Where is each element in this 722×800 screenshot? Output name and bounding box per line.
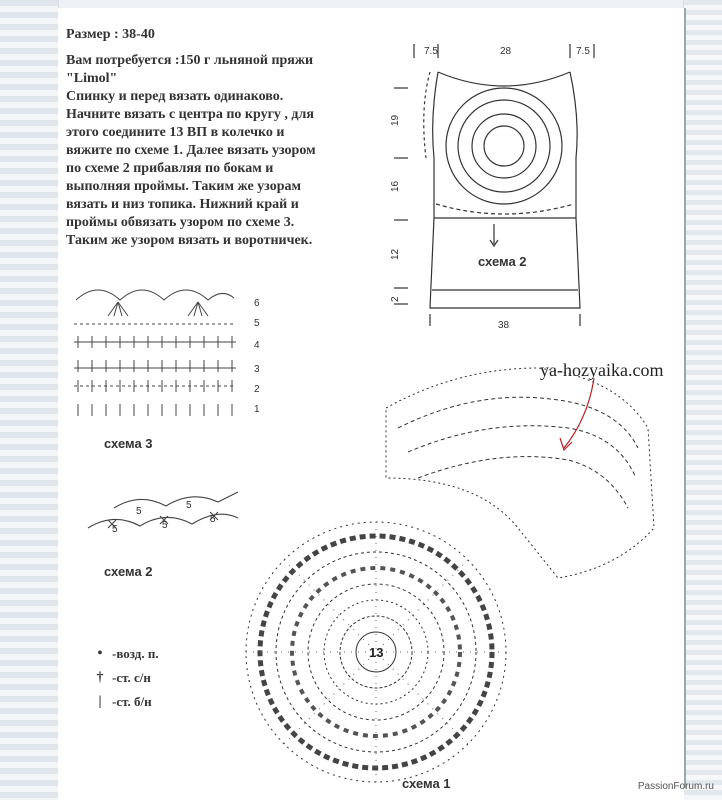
left-frame-decoration [0, 0, 59, 800]
schema3-row-4: 4 [254, 340, 260, 351]
double-crochet-icon: † [96, 670, 104, 685]
schema3-row-3: 3 [254, 364, 260, 375]
schema1-label: схема 1 [402, 776, 451, 791]
instruction-line: Спинку и перед вязать одинаково. [66, 89, 284, 104]
right-frame-decoration [683, 0, 722, 800]
legend-row [88, 690, 228, 714]
instruction-line: Таким же узором вязать и воротничек. [66, 233, 313, 248]
instruction-line: вязать и низ топика. Нижний край и [66, 197, 299, 212]
chain-stitch-icon: • [97, 646, 103, 661]
dim-bottom: 38 [498, 320, 510, 331]
schema2-num: 5 [186, 500, 192, 511]
legend-text: -ст. б/н [112, 694, 152, 709]
legend-row [88, 666, 228, 690]
dim-top-right: 7.5 [576, 46, 590, 57]
schematic-label: схема 2 [478, 254, 527, 269]
schema3-chart [74, 290, 236, 416]
schema1-center: 13 [369, 645, 384, 660]
schema2-num: 5 [136, 506, 142, 517]
size-line: Размер : 38-40 [66, 27, 155, 42]
schema3-row-5: 5 [254, 318, 260, 329]
sheet-border [684, 8, 686, 788]
dim-side-1: 19 [390, 114, 401, 126]
site-credit: PassionForum.ru [637, 781, 714, 792]
schema2-num: 5 [162, 520, 168, 531]
dim-side-2: 16 [390, 180, 401, 192]
instruction-line: проймы обвязать узором по схеме 3. [66, 215, 295, 230]
instruction-line: выполняя проймы. Таким же узорам [66, 179, 302, 194]
instruction-line: этого соедините 13 ВП в колечко и [66, 125, 285, 140]
instruction-line: по схеме 2 прибавляя по бокам и [66, 161, 274, 176]
legend-row [88, 642, 228, 666]
watermark: ya-hozyaika.com [540, 360, 664, 380]
instruction-line: "Limol" [66, 71, 118, 86]
instruction-line: Начните вязать с центра по кругу , для [66, 107, 314, 122]
schema1-chart [246, 368, 654, 782]
instruction-line: Вам потребуется :150 г льняной пряжи [66, 53, 314, 68]
dim-side-4: 2 [390, 296, 401, 302]
instruction-line: вяжите по схеме 1. Далее вязать узором [66, 143, 316, 158]
schema3-label: схема 3 [104, 436, 153, 451]
schema3-row-2: 2 [254, 384, 260, 395]
schema2-num: 5 [112, 524, 118, 535]
schema3-row-6: 6 [254, 298, 260, 309]
legend-text: -возд. п. [112, 646, 159, 661]
schema2-num: 5 [210, 514, 216, 525]
legend-text: -ст. с/н [112, 670, 151, 685]
legend [88, 642, 228, 714]
dim-side-3: 12 [390, 248, 401, 260]
dim-top-mid: 28 [500, 46, 512, 57]
dim-top-left: 7.5 [424, 46, 438, 57]
schema2-label: схема 2 [104, 564, 153, 579]
schema3-row-1: 1 [254, 404, 260, 415]
single-crochet-icon: | [98, 694, 102, 709]
garment-schematic [394, 44, 594, 326]
